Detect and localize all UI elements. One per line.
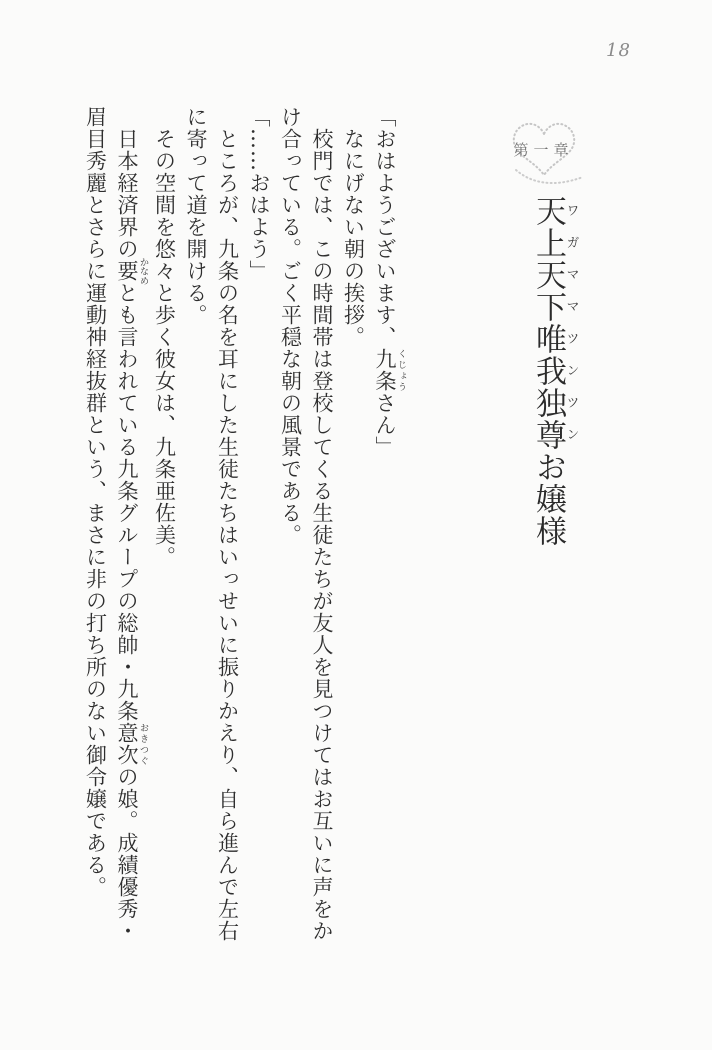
chapter-title: 天上天下唯我独尊ワガママツンツンお嬢様 [530,195,579,547]
ruby-annotated-text: 意次おきつぐ [115,722,149,766]
ruby-annotated-text: 要かなめ [115,257,149,285]
text-line: け合っている。ごく平穏な朝の風景である。 [278,106,303,546]
chapter-number-label: 第一章 [513,141,574,159]
text-line: 日本経済界の要かなめとも言われている九条グループの総帥・九条意次おきつぐの娘。成績優秀・ [115,128,149,942]
text-line: その空間を悠々と歩く彼女は、九条亜佐美。 [152,128,177,568]
text-line: に寄って道を開ける。 [184,106,208,326]
page-number: 18 [606,40,631,61]
text-line: 「……おはよう」 [247,106,271,282]
ruby-annotated-text: 九条くじょう [373,348,407,392]
text-line: 校門では、この時間帯は登校してくる生徒たちが友人を見つけてはお互いに声をか [310,128,334,942]
ruby-annotated-text: 天上天下唯我独尊ワガママツンツン [530,195,579,451]
text-line: 「おはようございます、九条くじょうさん」 [373,106,407,458]
text-line: ところが、九条の名を耳にした生徒たちはいっせいに振りかえり、自ら進んで左右 [215,128,240,942]
text-line: 眉目秀麗とさらに運動神経抜群という、まさに非の打ち所のない御令嬢である。 [83,106,108,898]
text-line: なにげない朝の挨拶。 [341,128,366,348]
body-text [79,106,406,951]
